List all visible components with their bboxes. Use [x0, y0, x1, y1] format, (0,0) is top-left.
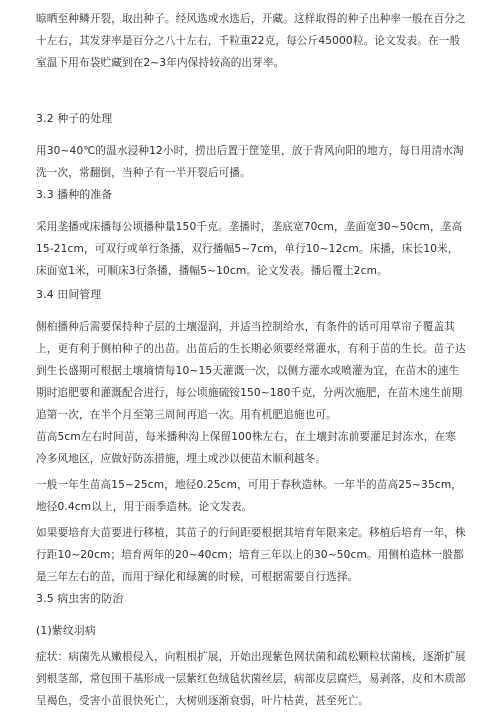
paragraph-seed-storage: 晾晒至种鳞开裂，取出种子。经风选或水选后，开藏。这样取得的种子出种率一般在百分之十左右，其发芽率是百分之八十左右，千粒重22克，每公斤45000粒。论文发表。在一般室温下用布袋贮藏到在2~3年内保持较高的出芽率。: [36, 13, 466, 69]
paragraph-seedling-size: 一般一年生苗高15~25cm，地径0.25cm，可用于春秋造林。一年半的苗高25~35cm，地径0.4cm以上，用于雨季造林。论文发表。: [36, 479, 463, 513]
paragraph-thinning: 苗高5cm左右时间苗，每米播种沟上保留100株左右，在土壤封冻前要灌足封冻水，在寒冷多风地区，应做好防冻措施，埋土或沙以使苗木顺利越冬。: [36, 431, 457, 465]
heading-3-3: 3.3 播种的准备: [36, 188, 113, 201]
heading-3-4: 3.4 田间管理: [36, 288, 102, 301]
paragraph-field-care: 侧柏播种后需要保持种子层的土壤湿润，并适当控制给水，有条件的话可用草帘子覆盖其上，更有利于侧柏种子的出苗。出苗后的生长期必须要经常灌水，有利于苗的生长。苗子达到生长盛期可根据土壤墒情每10~15天灌溉一次，以侧方灌水或喷灌为宜，在苗木的速生期时追肥要和灌溉配合进行，每公顷施硫铵150~180千克，分两次施肥，在苗木速生前期追第一次，在半个月至第三周间再追一次。用有机肥追施也可。: [36, 321, 466, 421]
heading-purple-root-rot: (1)紫纹羽病: [36, 624, 96, 637]
heading-3-5: 3.5 病虫害的防治: [36, 592, 124, 605]
heading-3-2: 3.2 种子的处理: [36, 112, 113, 125]
paragraph-seed-treatment: 用30~40℃的温水浸种12小时，捞出后置于筐笼里，放于背风向阳的地方，每日用清水淘洗一次，常翻倒，当种子有一半开裂后可播。: [36, 145, 464, 179]
paragraph-symptoms: 症状：病菌先从嫩根侵入，向粗根扩展，开始出现紫色网状菌和疏松颗粒状菌核，逐渐扩展到根茎部，常包围干基形成一层紫红色绒毡状菌丝层，病部皮层腐烂，易剥落，皮和木质部呈褐色，受害小苗很快死亡，大树则逐渐衰弱，叶片枯黄，甚至死亡。: [36, 651, 466, 707]
paragraph-transplant: 如果要培育大苗要进行移植，其苗子的行间距要根据其培育年限来定。移植后培育一年，株行距10~20cm；培育两年的20~40cm；培育三年以上的30~50cm。用侧柏造林一般都是三年左右的苗，而用于绿化和绿篱的时候，可根据需要自行选择。: [36, 527, 466, 583]
paragraph-sowing-prep: 采用垄播或床播每公顷播种量150千克。垄播时，垄底宽70cm，垄面宽30~50cm，垄高15-21cm，可双行或单行条播，双行播幅5~7cm，单行10~12cm。床播，床长10米，床面宽1米，可顺床3行条播，播幅5~10cm。论文发表。播后覆土2cm。: [36, 221, 463, 277]
